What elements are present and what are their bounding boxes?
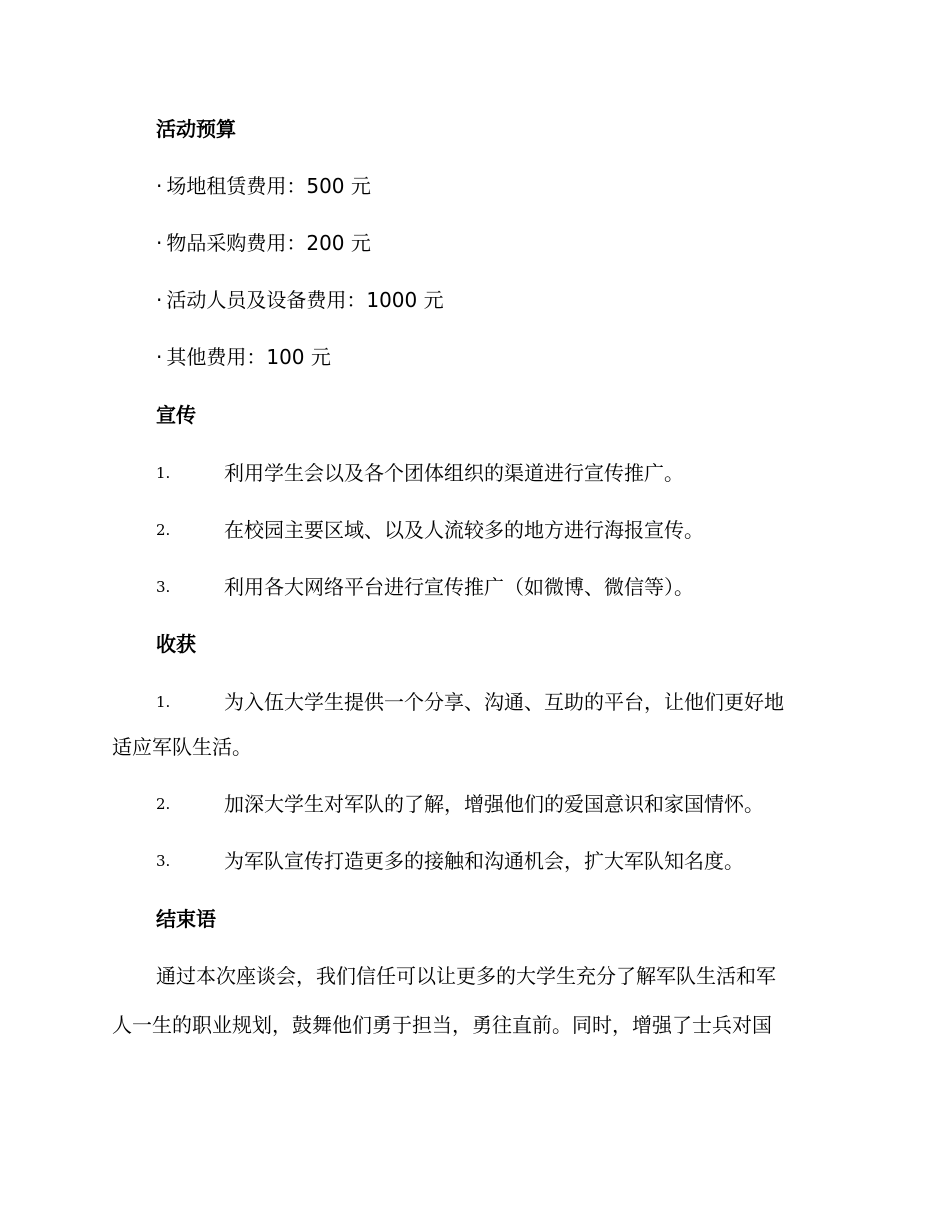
gains-item-text: 为入伍大学生提供一个分享、沟通、互助的平台，让他们更好地	[224, 690, 784, 714]
list-number: 1.	[156, 464, 171, 482]
list-number: 2.	[156, 795, 171, 813]
publicity-item-text: 利用各大网络平台进行宣传推广（如微博、微信等）。	[224, 575, 694, 599]
list-number: 1.	[156, 693, 171, 711]
conclusion-paragraph-line: 通过本次座谈会，我们信任可以让更多的大学生充分了解军队生活和军	[156, 964, 776, 988]
bullet-marker: ·	[156, 231, 163, 255]
budget-item	[156, 343, 331, 371]
gains-item-text: 加深大学生对军队的了解，增强他们的爱国意识和家国情怀。	[224, 792, 764, 816]
budget-item-text: 物品采购费用：200 元	[166, 231, 371, 255]
list-number: 3.	[156, 578, 171, 596]
publicity-item-text: 在校园主要区域、以及人流较多的地方进行海报宣传。	[224, 518, 704, 542]
budget-item-text: 其他费用：100 元	[166, 345, 331, 369]
publicity-heading: 宣传	[156, 403, 196, 427]
bullet-marker: ·	[156, 345, 163, 369]
gains-item-text: 为军队宣传打造更多的接触和沟通机会，扩大军队知名度。	[224, 849, 744, 873]
budget-item-text: 活动人员及设备费用：1000 元	[166, 288, 444, 312]
budget-item	[156, 172, 371, 200]
gains-heading: 收获	[156, 632, 196, 656]
list-number: 3.	[156, 852, 171, 870]
publicity-item-text: 利用学生会以及各个团体组织的渠道进行宣传推广。	[224, 461, 684, 485]
budget-item	[156, 286, 444, 314]
conclusion-paragraph-line: 人一生的职业规划，鼓舞他们勇于担当，勇往直前。同时，增强了士兵对国	[112, 1013, 772, 1037]
bullet-marker: ·	[156, 174, 163, 198]
budget-item-text: 场地租赁费用：500 元	[166, 174, 371, 198]
budget-heading: 活动预算	[156, 117, 236, 141]
budget-item	[156, 229, 371, 257]
bullet-marker: ·	[156, 288, 163, 312]
list-number: 2.	[156, 521, 171, 539]
conclusion-heading: 结束语	[156, 907, 216, 931]
gains-item-continuation: 适应军队生活。	[112, 735, 252, 759]
